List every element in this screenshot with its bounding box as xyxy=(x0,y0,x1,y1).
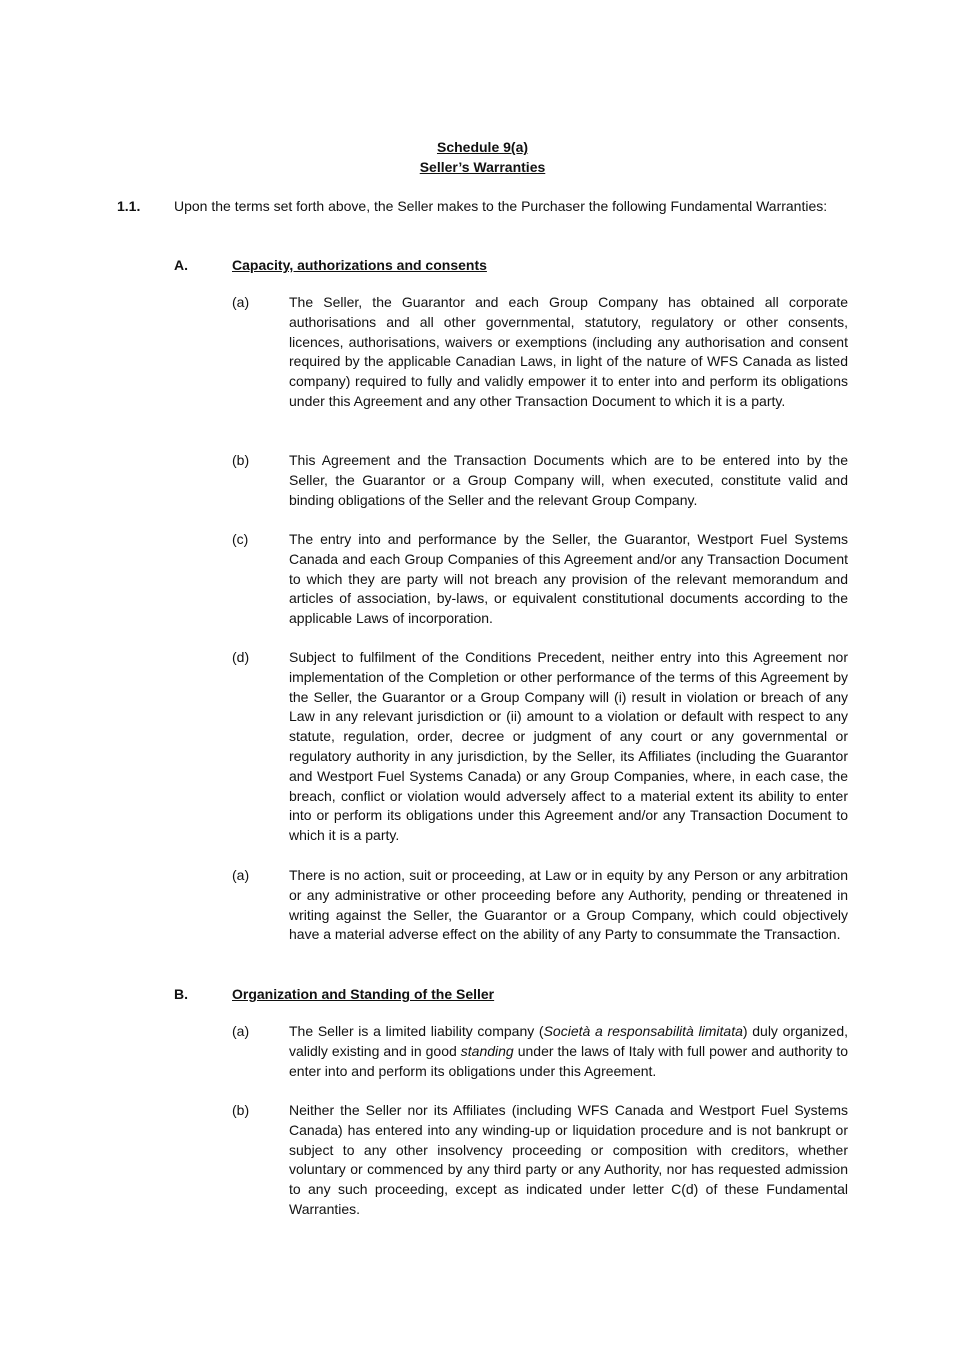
section-a-item-text: Subject to fulfilment of the Conditions Precedent, neither entry into this Agreement nor implementation of the Completion or other performance of the terms of this Agreement by the Seller, the Guarantor or a Group Company will (i) result in violation or breach of any Law in any relevant jurisdiction or (ii) amount to a violation or default with respect to any statute, regulation, order, decree or judgment of any court or any governmental or regulatory authority in any jurisdiction, by the Seller, its Affiliates (including the Guarantor and Westport Fuel Systems Canada) or any Group Companies, where, in each case, the breach, conflict or violation would adversely affect to a material extent its ability to enter into or perform its obligations under this Agreement and/or any Transaction Document to which it is a party. xyxy=(289,649,848,844)
section-a-title: Capacity, authorizations and consents xyxy=(232,257,487,273)
section-a-item-label: (c) xyxy=(232,531,249,547)
text-part: The Seller is a limited liability company ( xyxy=(289,1023,544,1039)
section-b-letter: B. xyxy=(174,986,188,1002)
clause-number: 1.1. xyxy=(117,198,141,214)
text-part: ) duly organized, validly existing and in good xyxy=(289,1023,848,1059)
section-a-item-label: (d) xyxy=(232,649,250,665)
section-b-item-text xyxy=(289,1022,848,1081)
section-a-item-text: There is no action, suit or proceeding, at Law or in equity by any Person or any arbitration or any administrative or other proceeding before any Authority, pending or threatened in writing against the Seller, the Guarantor or a Group Company, which could objectively have a material adverse effect on the ability of any Party to consummate the Transaction. xyxy=(289,867,848,943)
section-a-letter: A. xyxy=(174,257,188,273)
schedule-subtitle: Seller’s Warranties xyxy=(419,159,546,175)
section-a-item-label: (b) xyxy=(232,452,250,468)
section-b-title: Organization and Standing of the Seller xyxy=(232,986,495,1002)
schedule-title: Schedule 9(a) xyxy=(436,139,529,155)
section-b-item-label: (a) xyxy=(232,1023,250,1039)
italic-standing: standing xyxy=(460,1042,514,1059)
section-a-item-text: The entry into and performance by the Seller, the Guarantor, Westport Fuel Systems Canada and each Group Companies of this Agreement and/or any Transaction Document to which they are party will not breach any provision of the relevant memorandum and articles of association, by-laws, or equivalent constitutional documents according to the applicable Laws of incorporation. xyxy=(289,531,848,627)
text-part: under the laws of Italy with full power and authority to enter into and perform its obligations under this Agreement. xyxy=(289,1042,848,1079)
section-b-item-text: Neither the Seller nor its Affiliates (including WFS Canada and Westport Fuel Systems Canada) has entered into any winding-up or liquidation procedure and is not bankrupt or subject to any other insolvency proceeding or composition with creditors, whether voluntary or commenced by any third party or any Authority, nor has requested admission to any such proceeding, except as indicated under letter C(d) of these Fundamental Warranties. xyxy=(289,1102,848,1217)
section-a-item-label: (a) xyxy=(232,867,250,883)
section-a-item-text: The Seller, the Guarantor and each Group Company has obtained all corporate authorisations and all other governmental, statutory, regulatory or other consents, licences, authorisations, waivers or exemptions (including any authorisation and consent required by the applicable Canadian Laws, in light of the nature of WFS Canada as listed company) required to fully and validly empower it to enter into and perform its obligations under this Agreement and any other Transaction Document to which it is a party. xyxy=(289,294,848,409)
italic-company-type: Società a responsabilità limitata xyxy=(543,1023,743,1039)
section-a-item-text: This Agreement and the Transaction Documents which are to be entered into by the Seller, the Guarantor or a Group Company will, when executed, constitute valid and binding obligations of the Seller and the relevant Group Company. xyxy=(289,452,848,508)
section-b-item-label: (b) xyxy=(232,1102,250,1118)
section-a-item-label: (a) xyxy=(232,294,250,310)
clause-text: Upon the terms set forth above, the Seller makes to the Purchaser the following Fundamental Warranties: xyxy=(174,198,828,214)
